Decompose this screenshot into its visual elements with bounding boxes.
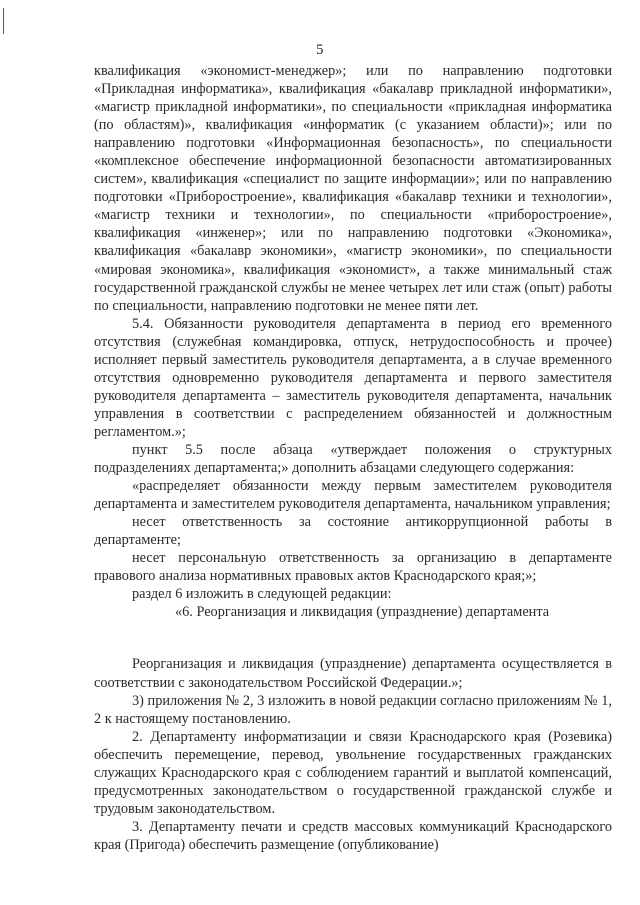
paragraph-clause-5-4: 5.4. Обязанности руководителя департамента в период его временного отсутствия (служебная командировка, отпуск, нетрудоспособность и прочее) исполняет первый заместитель руководителя департамента, а в случае временного отсутствия одновременно руководителя департамента и первого заместителя руководителя департамента – заместитель руководителя департамента, начальник управления в соответствии с распределением обязанностей и должностным регламентом.»; <box>94 315 612 440</box>
paragraph-item-2-informatization: 2. Департаменту информатизации и связи Краснодарского края (Розевика) обеспечить перемещение, перевод, увольнение государственных гражданских служащих Краснодарского края с соблюдением гарантий и выплатой компенсаций, предусмотренных законодательством о государственной гражданской службе и трудовым законодательством. <box>94 728 612 817</box>
paragraph-reorganization: Реорганизация и ликвидация (упразднение) департамента осуществляется в соответствии с законодательством Российской Федерации.»; <box>94 656 612 691</box>
section-6-heading: «6. Реорганизация и ликвидация (упразднение) департамента <box>175 604 550 621</box>
paragraph-qualifications: квалификация «экономист-менеджер»; или по направлению подготовки «Прикладная информатика», квалификация «бакалавр прикладной информатики», «магистр прикладной информатики», по специальности «прикладная информатика (по областям)», квалификация «информатик (с указанием области)»; или по направлению подготовки «Информационная безопасность», по специальности «комплексное обеспечение информационной безопасности автоматизированных систем», квалификация «специалист по защите информации»; или по направлению подготовки «Приборостроение», квалификация «бакалавр техники и технологии», «магистр техники и технологии», по специальности «приборостроение», квалификация «инженер»; или по направлению подготовки «Экономика», квалификация «бакалавр экономики», «магистр экономики», по специальности «мировая экономика», квалификация «экономист», а также минимальный стаж государственной гражданской службы не менее четырех лет или стаж (опыт) работы по специальности, направлению подготовки не менее пяти лет. <box>94 63 612 314</box>
paragraph-section-6-intro: раздел 6 изложить в следующей редакции: <box>132 586 392 603</box>
paragraph-legal-analysis: несет персональную ответственность за организацию в департаменте правового анализа нормативных правовых актов Краснодарского края;»; <box>94 550 612 585</box>
document-body <box>94 62 612 854</box>
paragraph-distribute-duties: «распределяет обязанности между первым заместителем руководителя департамента и заместителем руководителя департамента, начальником управления; <box>94 478 612 513</box>
paragraph-appendices: 3) приложения № 2, 3 изложить в новой редакции согласно приложениям № 1, 2 к настоящему постановлению. <box>94 692 612 727</box>
paragraph-item-3-press: 3. Департаменту печати и средств массовых коммуникаций Краснодарского края (Пригода) обеспечить размещение (опубликование) <box>94 818 612 853</box>
paragraph-clause-5-5: пункт 5.5 после абзаца «утверждает положения о структурных подразделениях департамента;» дополнить абзацами следующего содержания: <box>94 441 612 477</box>
page-edge-mark <box>3 8 4 34</box>
page-number: 5 <box>316 42 324 58</box>
paragraph-anticorruption: несет ответственность за состояние антикоррупционной работы в департаменте; <box>94 514 612 549</box>
